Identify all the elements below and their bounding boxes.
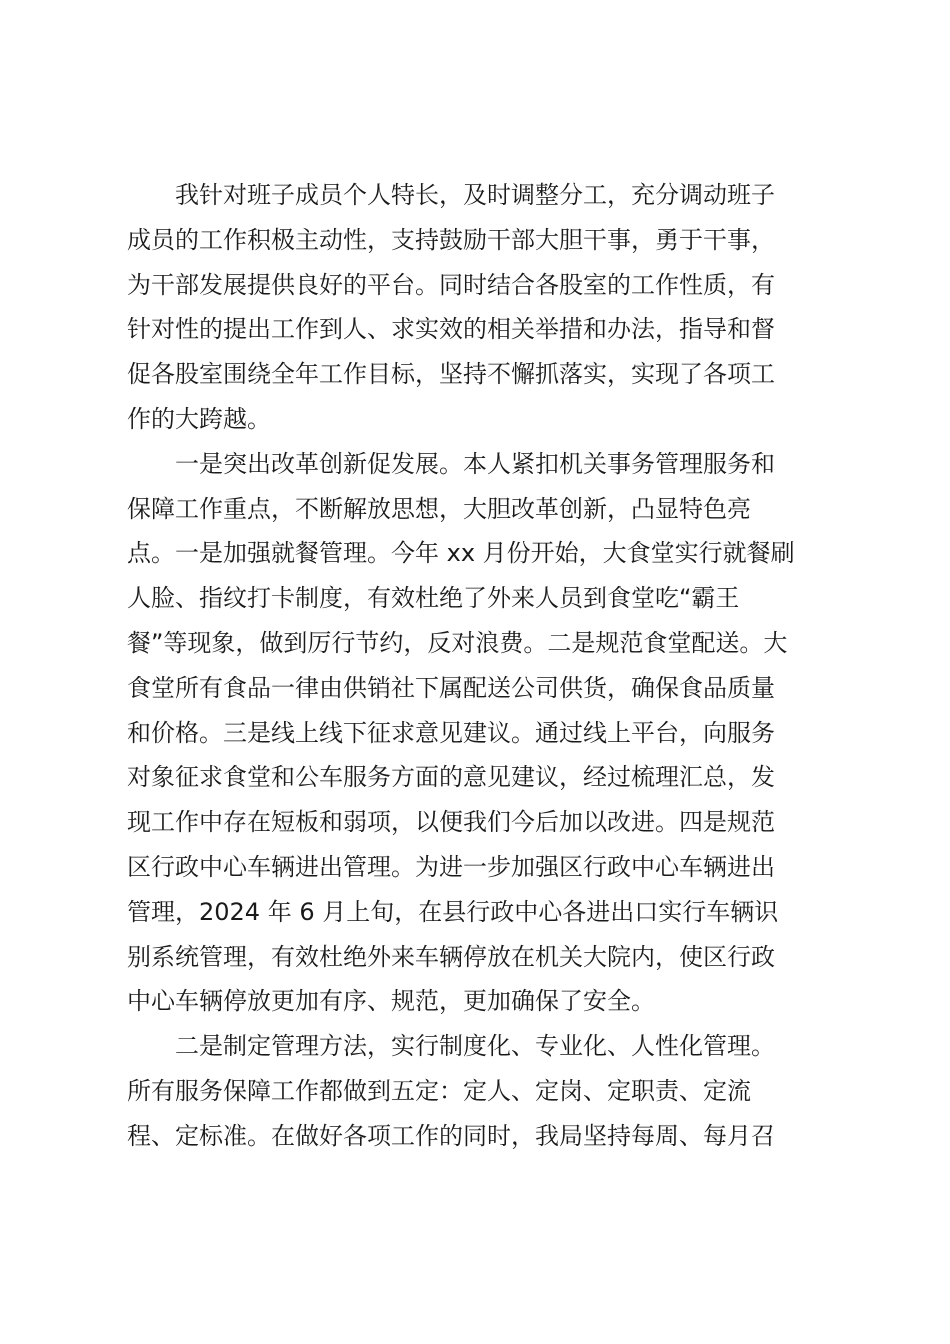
text-line: 针对性的提出工作到人、求实效的相关举措和办法，指导和督 (127, 315, 775, 344)
text-line: 一是突出改革创新促发展。本人紧扣机关事务管理服务和 (175, 449, 775, 478)
text-line: 我针对班子成员个人特长，及时调整分工，充分调动班子 (175, 181, 775, 209)
text-line: 对象征求食堂和公车服务方面的意见建议，经过梳理汇总，发 (127, 763, 775, 792)
text-line: 人脸、指纹打卡制度，有效杜绝了外来人员到食堂吃“霸王 (127, 584, 740, 613)
text-line: 程、定标准。在做好各项工作的同时，我局坚持每周、每月召 (127, 1121, 775, 1150)
paragraph-management-methods (127, 1024, 822, 1158)
text-line: 成员的工作积极主动性，支持鼓励干部大胆干事，勇于干事， (127, 225, 775, 254)
text-line: 中心车辆停放更加有序、规范，更加确保了安全。 (127, 987, 655, 1016)
paragraph-reform-innovation (127, 442, 822, 1024)
text-line: 所有服务保障工作都做到五定：定人、定岗、定职责、定流 (127, 1076, 751, 1105)
paragraph-team-division (127, 173, 822, 442)
text-line: 促各股室围绕全年工作目标，坚持不懈抓落实，实现了各项工 (127, 360, 775, 389)
text-line: 餐”等现象，做到厉行节约，反对浪费。二是规范食堂配送。大 (127, 628, 788, 657)
text-line: 点。一是加强就餐管理。今年 xx 月份开始，大食堂实行就餐刷 (127, 539, 795, 568)
text-line: 食堂所有食品一律由供销社下属配送公司供货，确保食品质量 (127, 673, 775, 702)
text-line: 保障工作重点，不断解放思想，大胆改革创新，凸显特色亮 (127, 494, 751, 523)
text-line: 别系统管理，有效杜绝外来车辆停放在机关大院内，使区行政 (127, 942, 775, 971)
text-line: 作的大跨越。 (127, 404, 271, 433)
text-line: 和价格。三是线上线下征求意见建议。通过线上平台，向服务 (127, 718, 775, 747)
text-line: 区行政中心车辆进出管理。为进一步加强区行政中心车辆进出 (127, 852, 775, 881)
text-line: 为干部发展提供良好的平台。同时结合各股室的工作性质，有 (127, 270, 775, 299)
text-line: 现工作中存在短板和弱项，以便我们今后加以改进。四是规范 (127, 808, 775, 837)
text-line: 管理，2024 年 6 月上旬，在县行政中心各进出口实行车辆识 (127, 897, 779, 926)
text-line: 二是制定管理方法，实行制度化、专业化、人性化管理。 (175, 1032, 775, 1061)
document-body (127, 173, 822, 1159)
